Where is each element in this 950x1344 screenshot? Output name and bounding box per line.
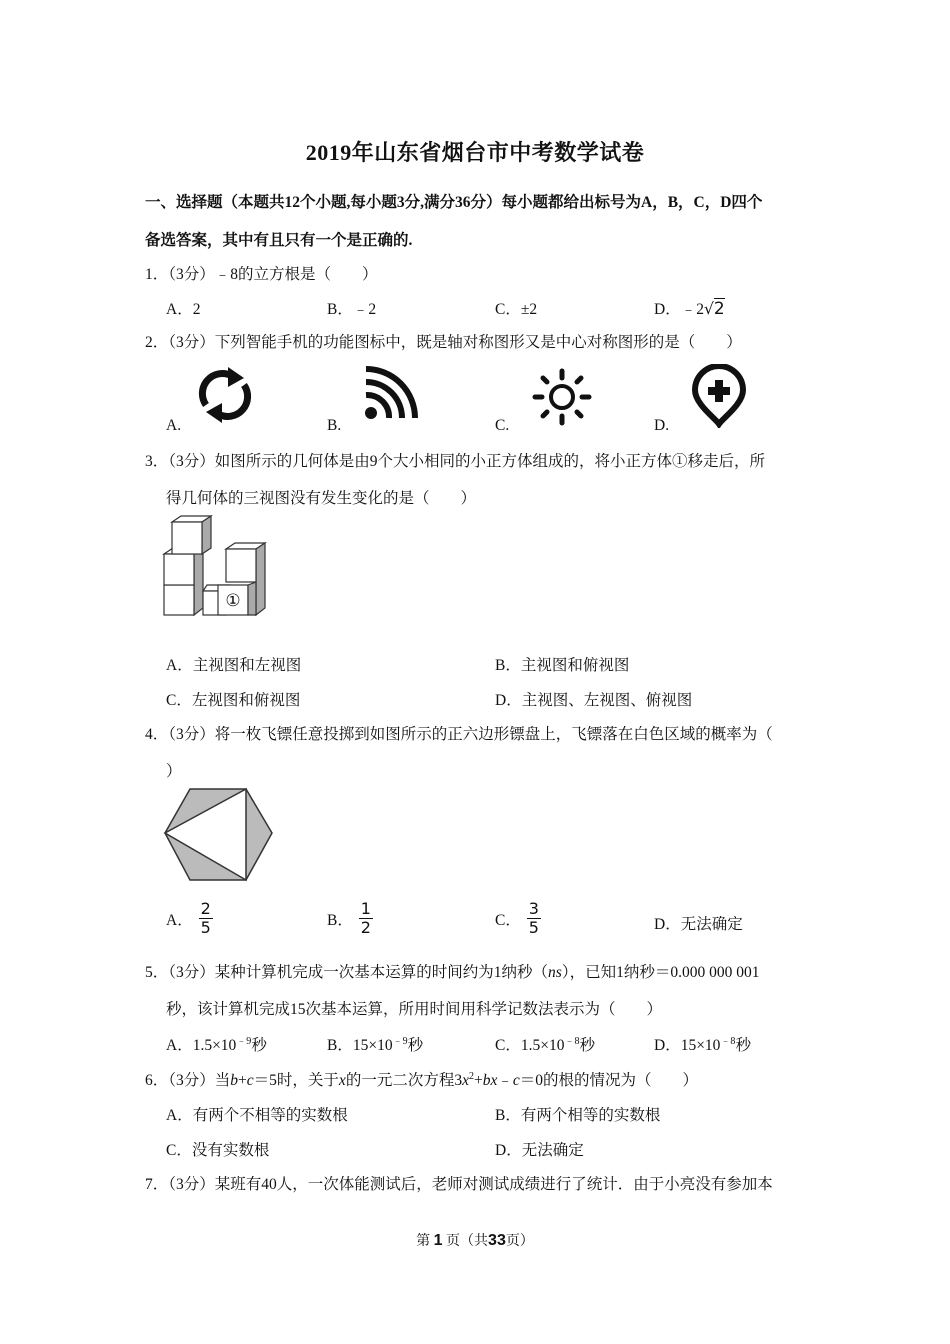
refresh-icon bbox=[192, 365, 258, 425]
q4-c-numerator: 3 bbox=[528, 899, 539, 918]
q6-var-x: x bbox=[338, 1072, 346, 1089]
q5-stem-line1-a: 5．（3分）某种计算机完成一次基本运算的时间约为1纳秒（ bbox=[145, 964, 549, 981]
wifi-signal-icon bbox=[360, 365, 420, 425]
q1-option-a: A．2 bbox=[166, 301, 201, 318]
q4-option-b bbox=[327, 900, 373, 938]
q5-a-unit: 秒 bbox=[251, 1037, 267, 1055]
q3-option-a: A．主视图和左视图 bbox=[166, 657, 302, 674]
q4-option-a bbox=[166, 900, 213, 938]
q3-stem-line2: 得几何体的三视图没有发生变化的是（ ） bbox=[166, 490, 477, 507]
page-title: 2019年山东省烟台市中考数学试卷 bbox=[305, 140, 645, 165]
q5-a-base: A．1.5×10 bbox=[166, 1037, 237, 1055]
footer-total-pages: 33 bbox=[488, 1232, 506, 1249]
q4-b-denominator: 2 bbox=[360, 918, 371, 938]
q6-text-2: ＝5时，关于 bbox=[253, 1072, 339, 1089]
q4-b-numerator: 1 bbox=[360, 899, 371, 918]
q5-b-exponent: ﹣9 bbox=[392, 1036, 408, 1047]
q5-option-d bbox=[654, 1032, 751, 1055]
section-heading-line2: 备选答案，其中有且只有一个是正确的. bbox=[145, 232, 413, 249]
q6-var-b: b bbox=[230, 1072, 239, 1089]
q6-stem bbox=[145, 1068, 698, 1090]
q3-option-b: B．主视图和俯视图 bbox=[495, 657, 630, 674]
q5-option-a bbox=[166, 1032, 267, 1055]
q7-stem-line1: 7．（3分）某班有40人，一次体能测试后，老师对测试成绩进行了统计．由于小亮没有参加本 bbox=[145, 1176, 773, 1193]
hexagon-dartboard-figure bbox=[162, 786, 276, 884]
q5-stem-line1-b: ），已知1纳秒＝0.000 000 001 bbox=[561, 964, 760, 981]
q5-option-c bbox=[495, 1032, 595, 1055]
q6-text-3: 的一元二次方程3 bbox=[345, 1072, 463, 1089]
q5-c-base: C．1.5×10 bbox=[495, 1037, 565, 1055]
q6-option-a: A．有两个不相等的实数根 bbox=[166, 1107, 348, 1124]
q5-unit-ns: ns bbox=[548, 964, 562, 981]
q1-option-d-prefix: D．﹣2 bbox=[654, 301, 704, 318]
q4-option-b-fraction bbox=[359, 900, 373, 938]
section-heading-line1: 一、选择题（本题共12个小题,每小题3分,满分36分）每小题都给出标号为A，B，C，D四个 bbox=[145, 194, 763, 211]
footer-text-1: 第 bbox=[416, 1234, 431, 1249]
q6-plus: + bbox=[238, 1072, 247, 1089]
q3-option-d: D．主视图、左视图、俯视图 bbox=[495, 692, 693, 709]
q5-c-exponent: ﹣8 bbox=[564, 1036, 580, 1047]
q5-d-base: D．15×10 bbox=[654, 1037, 721, 1055]
q4-c-denominator: 5 bbox=[528, 918, 539, 938]
q4-stem-line1: 4．（3分）将一枚飞镖任意投掷到如图所示的正六边形镖盘上，飞镖落在白色区域的概率为（ bbox=[145, 726, 773, 743]
q5-stem-line2: 秒，该计算机完成15次基本运算，所用时间用科学记数法表示为（ ） bbox=[166, 1001, 663, 1018]
q2-option-a: A. bbox=[166, 417, 182, 434]
q4-option-d: D．无法确定 bbox=[654, 916, 743, 933]
q6-minus: ﹣ bbox=[497, 1072, 513, 1089]
q2-option-c: C. bbox=[495, 417, 510, 434]
q6-option-b: B．有两个相等的实数根 bbox=[495, 1107, 661, 1124]
brightness-sun-icon bbox=[531, 368, 593, 426]
sqrt-symbol: √ bbox=[703, 300, 714, 318]
q6-square-exponent: 2 bbox=[468, 1070, 474, 1082]
q3-stem-line1: 3．（3分）如图所示的几何体是由9个大小相同的小正方体组成的，将小正方体①移走后，所 bbox=[145, 453, 766, 470]
q2-option-d: D. bbox=[654, 417, 670, 434]
q5-c-unit: 秒 bbox=[579, 1037, 595, 1055]
footer-text-3: 页） bbox=[505, 1234, 534, 1249]
q4-a-denominator: 5 bbox=[200, 918, 211, 938]
q4-option-a-fraction bbox=[199, 900, 213, 938]
q1-option-d bbox=[654, 297, 725, 319]
q4-option-c-fraction bbox=[527, 900, 541, 938]
q4-option-c-label: C． bbox=[495, 911, 521, 929]
q5-stem-line1 bbox=[145, 960, 759, 982]
q4-option-a-label: A． bbox=[166, 911, 193, 929]
q5-d-unit: 秒 bbox=[735, 1037, 751, 1055]
q6-var-x-squared: x bbox=[462, 1072, 469, 1089]
q1-option-b: B．﹣2 bbox=[327, 301, 377, 318]
q6-var-bx: bx bbox=[482, 1072, 498, 1089]
q2-option-b: B. bbox=[327, 417, 342, 434]
page-footer bbox=[0, 1230, 950, 1250]
q6-option-c: C．没有实数根 bbox=[166, 1142, 270, 1159]
footer-page-number: 1 bbox=[433, 1232, 443, 1249]
q1-option-c: C．±2 bbox=[495, 301, 538, 318]
q4-option-b-label: B． bbox=[327, 911, 353, 929]
q1-option-d-radicand: 2 bbox=[713, 299, 725, 319]
q2-stem: 2．（3分）下列智能手机的功能图标中，既是轴对称图形又是中心对称图形的是（ ） bbox=[145, 334, 742, 351]
q4-stem-line2: ） bbox=[166, 763, 182, 780]
q6-var-c-2: c bbox=[512, 1072, 520, 1089]
q5-a-exponent: ﹣9 bbox=[236, 1036, 252, 1047]
footer-text-2: 页（共 bbox=[446, 1234, 489, 1249]
q3-option-c: C．左视图和俯视图 bbox=[166, 692, 301, 709]
q6-plus-2: + bbox=[473, 1072, 483, 1089]
q6-option-d: D．无法确定 bbox=[495, 1142, 584, 1159]
q5-option-b bbox=[327, 1032, 423, 1055]
q6-text-1: 6．（3分）当 bbox=[145, 1072, 231, 1089]
q5-b-unit: 秒 bbox=[407, 1037, 424, 1055]
q1-stem: 1．（3分）﹣8的立方根是（ ） bbox=[145, 266, 378, 283]
location-add-pin-icon bbox=[691, 364, 747, 428]
q5-b-base: B．15×10 bbox=[327, 1037, 393, 1055]
cube-solid-figure bbox=[160, 513, 272, 621]
q5-d-exponent: ﹣8 bbox=[720, 1036, 736, 1047]
q6-var-c: c bbox=[246, 1072, 254, 1089]
q4-a-numerator: 2 bbox=[200, 899, 211, 918]
cube-label: ① bbox=[225, 591, 241, 611]
q6-text-4: ＝0的根的情况为（ ） bbox=[519, 1072, 699, 1089]
q4-option-c bbox=[495, 900, 541, 938]
